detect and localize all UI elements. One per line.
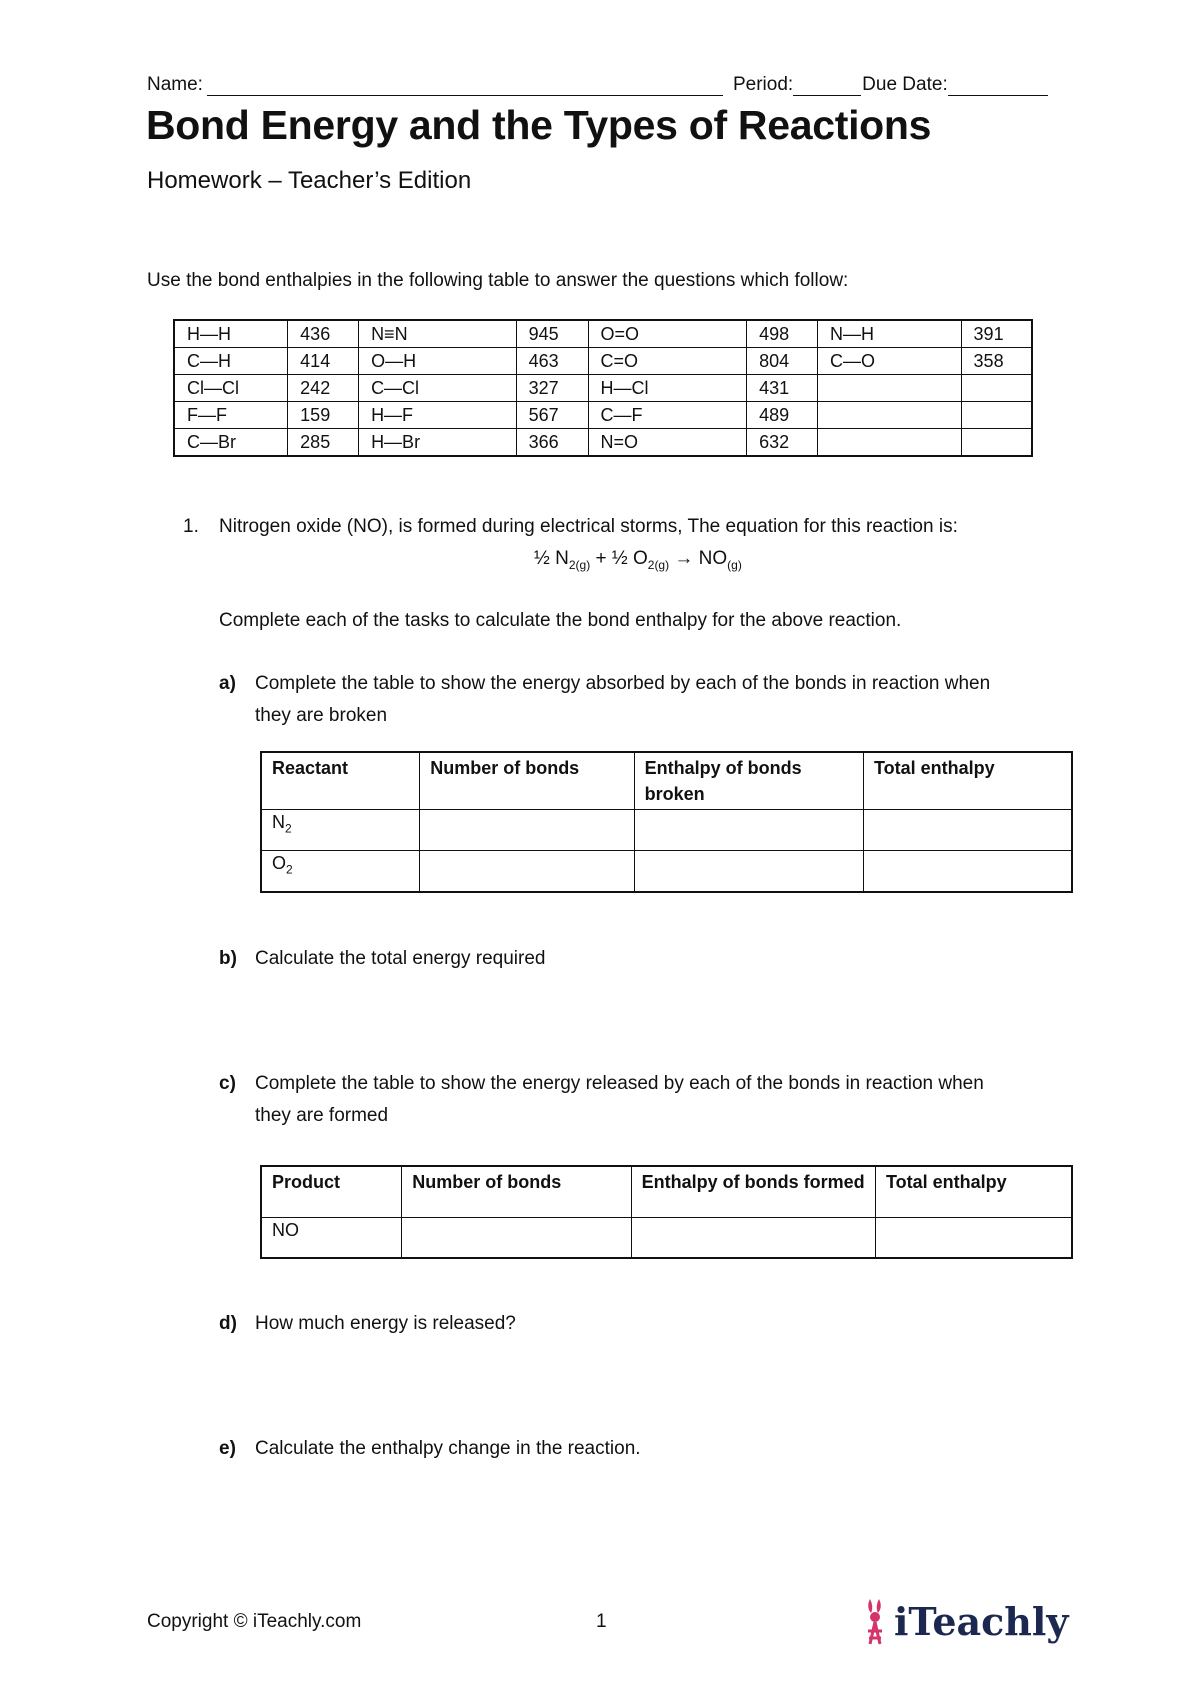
product-table: [260, 1165, 1073, 1259]
part-c-line1: Complete the table to show the energy released by each of the bonds in reaction when: [255, 1073, 984, 1094]
part-c-line2: they are formed: [255, 1105, 389, 1126]
logo-wordmark: iTeachly: [894, 1598, 1069, 1644]
table-header-cell: Reactant: [261, 752, 420, 810]
bond-name-cell: C—Cl: [359, 375, 517, 402]
part-c: [219, 1068, 984, 1132]
bond-name-cell: C—H: [174, 348, 288, 375]
answer-cell[interactable]: [631, 1217, 875, 1258]
part-e-letter: e): [219, 1438, 236, 1459]
bond-table-row: [174, 348, 1032, 375]
species-subscript: 2: [286, 862, 293, 877]
bond-name-cell: H—Br: [359, 429, 517, 457]
bond-table-row: [174, 320, 1032, 348]
equation-n2: ½ N: [534, 548, 569, 569]
answer-cell[interactable]: [863, 851, 1072, 892]
answer-cell[interactable]: [634, 810, 863, 851]
bond-enthalpy-cell: [961, 429, 1032, 457]
part-b-letter: b): [219, 948, 237, 969]
part-b-text: Calculate the total energy required: [255, 948, 546, 969]
bond-enthalpy-cell: 804: [747, 348, 818, 375]
bond-enthalpy-table: [173, 319, 1033, 457]
part-d: [219, 1308, 516, 1340]
species-formula: O: [272, 853, 287, 873]
bond-name-cell: Cl—Cl: [174, 375, 288, 402]
table-header-cell: Number of bonds: [402, 1166, 631, 1217]
rabbit-logo-icon: [860, 1597, 890, 1645]
bond-enthalpy-cell: 159: [288, 402, 359, 429]
bond-name-cell: C=O: [588, 348, 747, 375]
name-label: Name:: [147, 74, 203, 95]
question-number: 1.: [183, 516, 199, 537]
answer-cell[interactable]: [875, 1217, 1072, 1258]
name-blank: [207, 75, 723, 96]
species-subscript: 2: [285, 821, 292, 836]
species-formula: N: [272, 812, 285, 832]
bond-enthalpy-cell: 431: [747, 375, 818, 402]
answer-cell[interactable]: [402, 1217, 631, 1258]
reactant-table: [260, 751, 1073, 893]
copyright-text: Copyright © iTeachly.com: [147, 1611, 362, 1632]
bond-table-row: [174, 429, 1032, 457]
part-e-text: Calculate the enthalpy change in the reaction.: [255, 1438, 641, 1459]
table-row: [261, 851, 1072, 892]
bond-enthalpy-cell: 285: [288, 429, 359, 457]
bond-name-cell: C—O: [817, 348, 961, 375]
bond-name-cell: H—H: [174, 320, 288, 348]
bond-name-cell: C—Br: [174, 429, 288, 457]
bond-enthalpy-cell: 945: [516, 320, 588, 348]
table-header-cell: Product: [261, 1166, 402, 1217]
bond-name-cell: N=O: [588, 429, 747, 457]
species-formula: NO: [272, 1219, 299, 1240]
bond-enthalpy-cell: 366: [516, 429, 588, 457]
bond-name-cell: [817, 429, 961, 457]
part-d-letter: d): [219, 1313, 237, 1334]
species-cell: [261, 810, 420, 851]
question-text: Nitrogen oxide (NO), is formed during electrical storms, The equation for this reaction is:: [219, 516, 958, 537]
bond-enthalpy-cell: 498: [747, 320, 818, 348]
part-a-letter: a): [219, 673, 236, 694]
page-number: 1: [596, 1611, 607, 1632]
equation-n2-state: 2(g): [568, 557, 591, 572]
student-info-line: [147, 74, 1057, 96]
period-label: Period:: [732, 74, 794, 95]
bond-enthalpy-cell: 489: [747, 402, 818, 429]
page-subtitle: Homework – Teacher’s Edition: [147, 167, 472, 194]
due-date-blank: [948, 75, 1048, 96]
table-header-cell: Number of bonds: [420, 752, 634, 810]
part-e: [219, 1433, 641, 1465]
reaction-equation: [534, 548, 742, 572]
bond-name-cell: O=O: [588, 320, 747, 348]
table-row: [261, 810, 1072, 851]
bond-enthalpy-cell: 242: [288, 375, 359, 402]
bond-name-cell: N≡N: [359, 320, 517, 348]
bond-name-cell: O—H: [359, 348, 517, 375]
bond-enthalpy-cell: 567: [516, 402, 588, 429]
answer-cell[interactable]: [863, 810, 1072, 851]
part-c-letter: c): [219, 1073, 236, 1094]
table-row: [261, 1217, 1072, 1258]
answer-cell[interactable]: [634, 851, 863, 892]
part-b: [219, 943, 545, 975]
species-cell: [261, 1217, 402, 1258]
bond-enthalpy-cell: 391: [961, 320, 1032, 348]
table-header-cell: Total enthalpy: [875, 1166, 1072, 1217]
bond-name-cell: H—Cl: [588, 375, 747, 402]
equation-o2-state: 2(g): [647, 557, 670, 572]
table-header-cell: Enthalpy of bonds formed: [631, 1166, 875, 1217]
bond-enthalpy-cell: [961, 402, 1032, 429]
equation-product-state: (g): [727, 557, 742, 572]
table-header-cell: Total enthalpy: [863, 752, 1072, 810]
species-cell: [261, 851, 420, 892]
bond-name-cell: N—H: [817, 320, 961, 348]
part-a: [219, 668, 990, 732]
intro-text: Use the bond enthalpies in the following table to answer the questions which follow:: [147, 270, 849, 291]
part-a-line2: they are broken: [255, 705, 388, 726]
period-blank: [793, 75, 861, 96]
bond-enthalpy-cell: 463: [516, 348, 588, 375]
equation-product: → NO: [669, 548, 728, 569]
page-title: Bond Energy and the Types of Reactions: [146, 102, 932, 148]
bond-enthalpy-cell: 436: [288, 320, 359, 348]
instruction-text: Complete each of the tasks to calculate the bond enthalpy for the above reaction.: [219, 610, 902, 631]
bond-name-cell: F—F: [174, 402, 288, 429]
due-date-label: Due Date:: [862, 74, 948, 95]
bond-name-cell: [817, 402, 961, 429]
bond-name-cell: C—F: [588, 402, 747, 429]
part-a-line1: Complete the table to show the energy absorbed by each of the bonds in reaction when: [255, 673, 991, 694]
part-d-text: How much energy is released?: [255, 1313, 516, 1334]
bond-enthalpy-cell: 632: [747, 429, 818, 457]
bond-table-row: [174, 375, 1032, 402]
answer-cell[interactable]: [420, 851, 634, 892]
bond-name-cell: [817, 375, 961, 402]
bond-name-cell: H—F: [359, 402, 517, 429]
bond-enthalpy-cell: 327: [516, 375, 588, 402]
equation-o2: + ½ O: [590, 548, 648, 569]
table-header-cell: Enthalpy of bonds broken: [634, 752, 863, 810]
answer-cell[interactable]: [420, 810, 634, 851]
bond-enthalpy-cell: 414: [288, 348, 359, 375]
bond-enthalpy-cell: [961, 375, 1032, 402]
iteachly-logo: [860, 1597, 1068, 1645]
bond-table-row: [174, 402, 1032, 429]
bond-enthalpy-cell: 358: [961, 348, 1032, 375]
